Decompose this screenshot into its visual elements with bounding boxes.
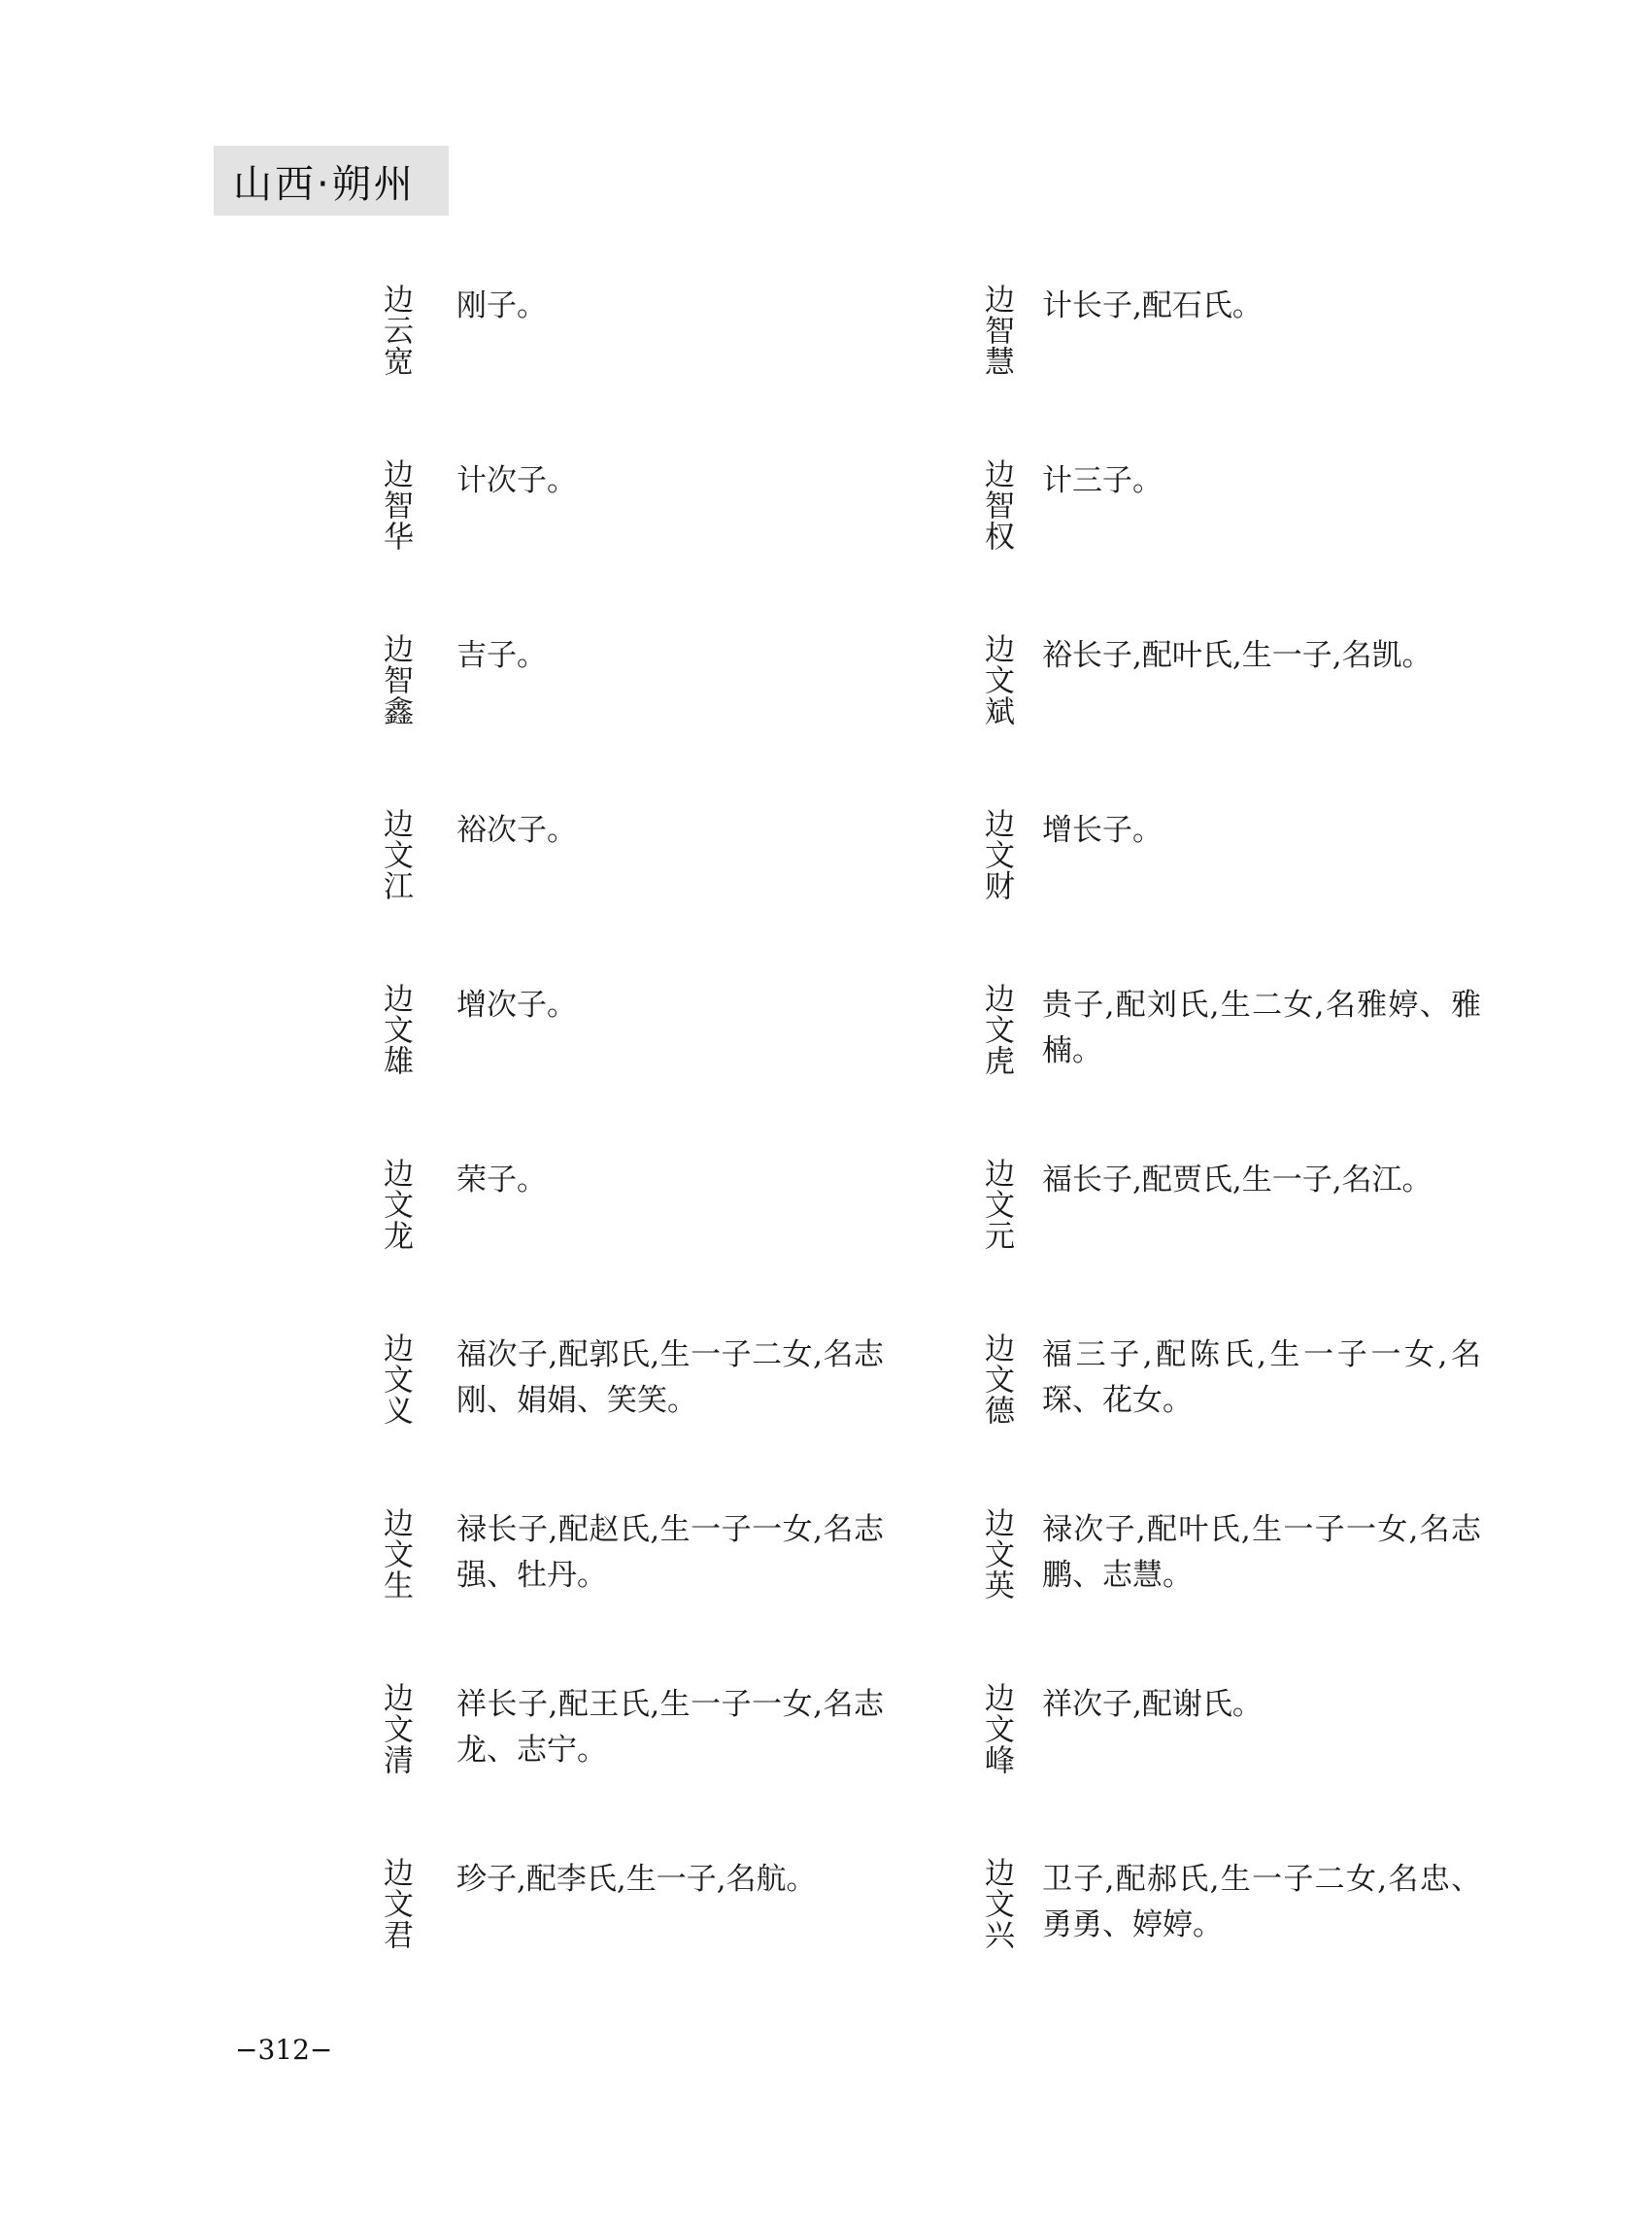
entry-name: 边文财 — [979, 808, 1014, 901]
entry-description: 荣子。 — [456, 1163, 547, 1197]
entry-description: 增次子。 — [456, 988, 577, 1023]
entry-name: 边文君 — [378, 1857, 413, 1950]
genealogy-entry — [375, 983, 884, 1129]
entry-description: 裕次子。 — [456, 813, 577, 848]
entry-description: 禄次子,配叶氏,生一子一女,名志鹏、志慧。 — [1042, 1512, 1481, 1593]
genealogy-entry — [976, 1682, 1481, 1828]
genealogy-entry — [976, 284, 1481, 429]
entry-description: 计长子,配石氏。 — [1042, 288, 1263, 323]
entry-row — [0, 1682, 1652, 1857]
genealogy-entry — [375, 1857, 884, 2003]
genealogy-entry — [375, 1158, 884, 1303]
entry-name: 边文英 — [979, 1507, 1014, 1601]
entry-name: 边文德 — [979, 1332, 1014, 1426]
entry-description: 祥长子,配王氏,生一子一女,名志龙、志宁。 — [456, 1687, 884, 1768]
entry-name: 边文元 — [979, 1158, 1014, 1251]
genealogy-entry — [976, 633, 1481, 779]
entry-name: 边智慧 — [979, 284, 1014, 377]
entry-description: 福三子,配陈氏,生一子一女,名琛、花女。 — [1042, 1337, 1481, 1418]
entry-description: 增长子。 — [1042, 813, 1163, 848]
entry-description: 裕长子,配叶氏,生一子,名凯。 — [1042, 638, 1433, 673]
entry-row — [0, 1857, 1652, 2032]
entry-name: 边文虎 — [979, 983, 1014, 1076]
genealogy-entry — [976, 808, 1481, 954]
entry-description: 贵子,配刘氏,生二女,名雅婷、雅楠。 — [1042, 988, 1481, 1068]
genealogy-entry — [375, 458, 884, 604]
entry-name: 边云宽 — [378, 284, 413, 377]
entry-name: 边文兴 — [979, 1857, 1014, 1950]
entry-description: 卫子,配郝氏,生一子二女,名忠、勇勇、婷婷。 — [1042, 1862, 1481, 1942]
genealogy-entry — [375, 808, 884, 954]
entry-name: 边文清 — [378, 1682, 413, 1775]
genealogy-entry — [375, 1507, 884, 1653]
genealogy-entry — [976, 1332, 1481, 1478]
genealogy-entry — [976, 458, 1481, 604]
entry-name: 边智权 — [979, 458, 1014, 552]
entry-description: 禄长子,配赵氏,生一子一女,名志强、牡丹。 — [456, 1512, 884, 1593]
entry-row — [0, 983, 1652, 1158]
genealogy-entries — [0, 284, 1652, 2032]
entry-name: 边文生 — [378, 1507, 413, 1601]
entry-description: 福次子,配郭氏,生一子二女,名志刚、娟娟、笑笑。 — [456, 1337, 884, 1418]
genealogy-entry — [976, 1857, 1481, 2003]
entry-description: 福长子,配贾氏,生一子,名江。 — [1042, 1163, 1433, 1197]
entry-description: 珍子,配李氏,生一子,名航。 — [456, 1862, 817, 1897]
entry-description: 吉子。 — [456, 638, 547, 673]
running-header — [214, 146, 449, 216]
entry-name: 边智鑫 — [378, 633, 413, 726]
entry-description: 刚子。 — [456, 288, 547, 323]
entry-name: 边文龙 — [378, 1158, 413, 1251]
entry-row — [0, 1332, 1652, 1507]
genealogy-entry — [976, 983, 1481, 1129]
genealogy-entry — [976, 1158, 1481, 1303]
entry-name: 边文雄 — [378, 983, 413, 1076]
entry-name: 边文义 — [378, 1332, 413, 1426]
entry-description: 祥次子,配谢氏。 — [1042, 1687, 1263, 1722]
entry-name: 边文江 — [378, 808, 413, 901]
entry-description: 计次子。 — [456, 463, 577, 498]
entry-name: 边文峰 — [979, 1682, 1014, 1775]
genealogy-entry — [375, 284, 884, 429]
page-number: −312− — [235, 2034, 333, 2066]
entry-name: 边文斌 — [979, 633, 1014, 726]
entry-row — [0, 458, 1652, 633]
running-header-title: 山西·朔州 — [233, 161, 416, 207]
genealogy-entry — [976, 1507, 1481, 1653]
genealogy-entry — [375, 633, 884, 779]
entry-row — [0, 1507, 1652, 1682]
entry-row — [0, 633, 1652, 808]
entry-name: 边智华 — [378, 458, 413, 552]
entry-row — [0, 1158, 1652, 1332]
genealogy-entry — [375, 1332, 884, 1478]
genealogy-entry — [375, 1682, 884, 1828]
entry-row — [0, 284, 1652, 458]
entry-row — [0, 808, 1652, 983]
entry-description: 计三子。 — [1042, 463, 1163, 498]
